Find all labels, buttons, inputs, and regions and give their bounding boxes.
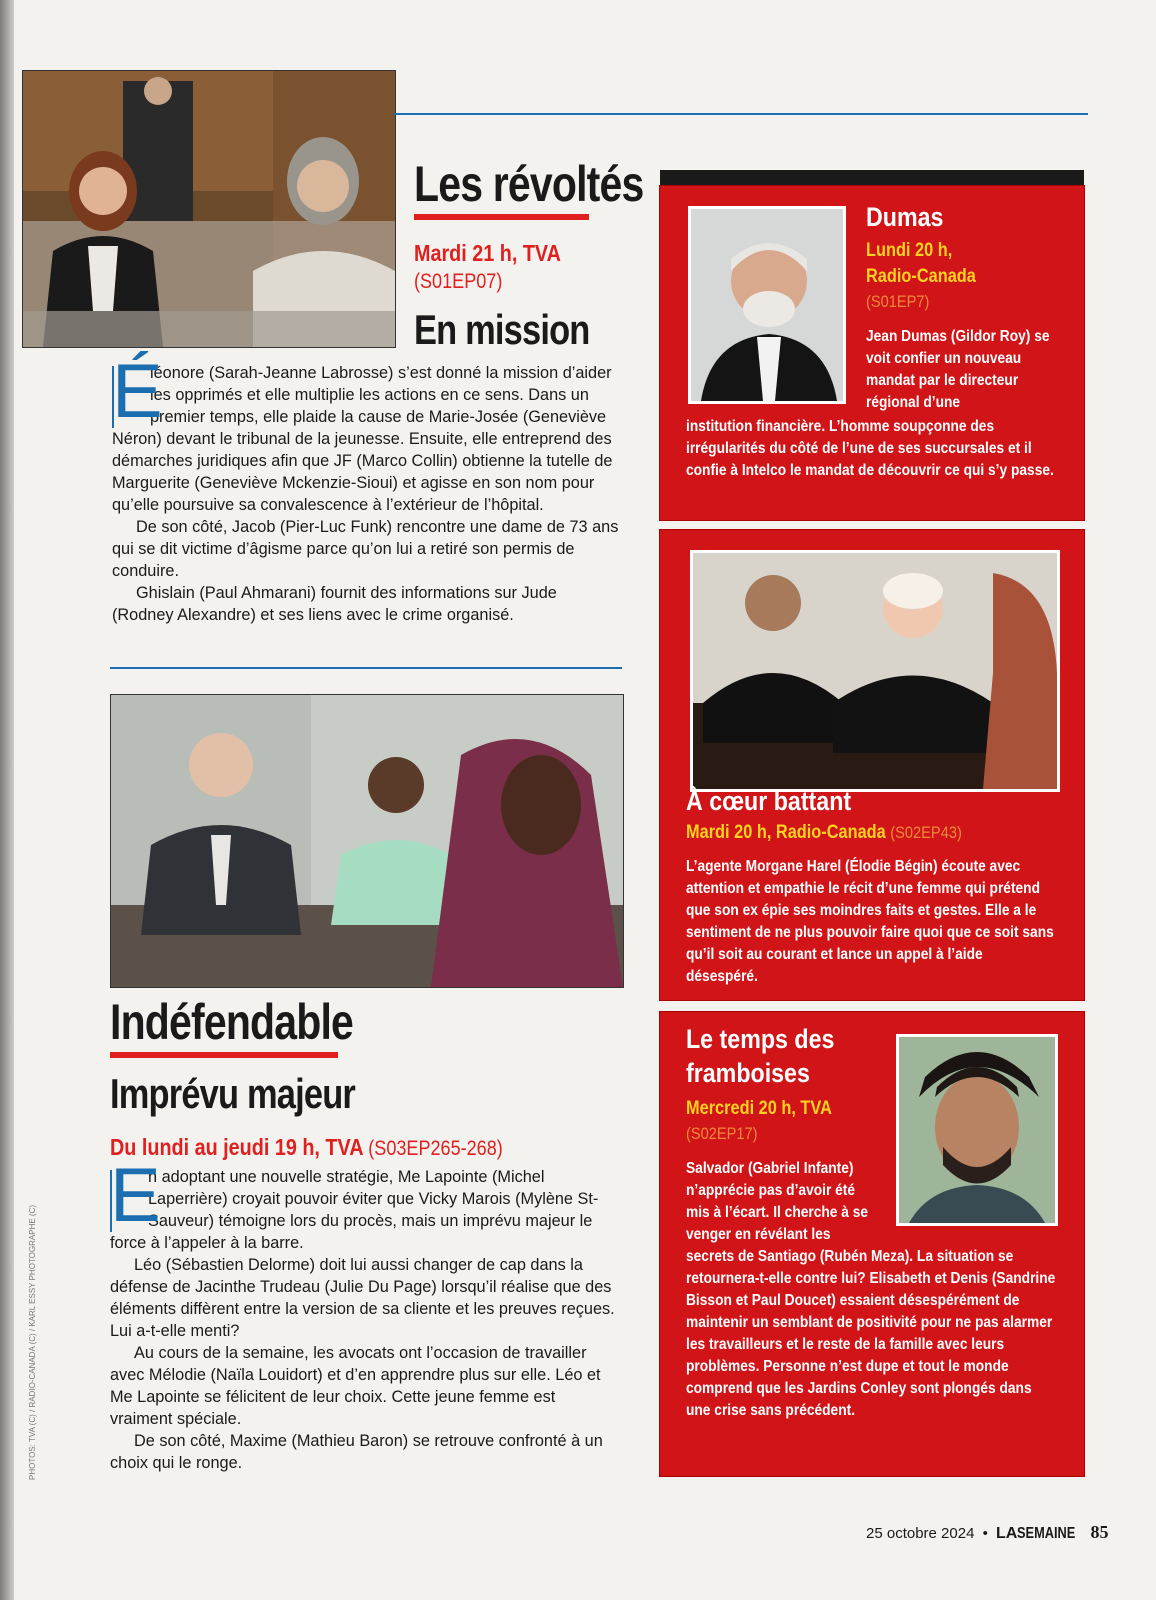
revoltes-episode: (S01EP07) bbox=[414, 270, 503, 293]
coeur-photo bbox=[690, 550, 1060, 792]
framboises-episode: (S02EP17) bbox=[686, 1124, 758, 1143]
indefendable-subtitle: Imprévu majeur bbox=[110, 1070, 356, 1117]
footer-bullet: • bbox=[982, 1525, 988, 1542]
indefendable-p2: Léo (Sébastien Delorme) doit lui aussi changer de cap dans la défense de Jacinthe Trudeau (Julie Du Page) lorsqu’il réalise que des éléments diffèrent entre la version de sa cliente et les preuves reçues. Lui a-t-elle menti? bbox=[110, 1256, 615, 1340]
dumas-text-b: institution financière. L’homme soupçonne des irrégularités du côté de l’une de ses succursales et il confie à Intelco le mandat de découvrir ce qui s’y passe. bbox=[686, 418, 1054, 479]
framboises-schedule: Mercredi 20 h, TVA bbox=[686, 1098, 832, 1119]
framboises-box bbox=[660, 1012, 1084, 1476]
coeur-episode: (S02EP43) bbox=[890, 823, 962, 842]
interview-room-photo-illustration bbox=[111, 695, 623, 987]
indefendable-episode: (S03EP265-268) bbox=[368, 1137, 503, 1160]
dumas-schedule-2: Radio-Canada bbox=[866, 266, 976, 287]
dumas-episode: (S01EP7) bbox=[866, 292, 930, 311]
indefendable-dropcap: E bbox=[110, 1153, 161, 1238]
revoltes-bottom-rule bbox=[110, 667, 622, 669]
revoltes-dropcap: É bbox=[112, 349, 163, 434]
coeur-title: À cœur battant bbox=[686, 786, 852, 816]
indefendable-p3: Au cours de la semaine, les avocats ont l’occasion de travailler avec Mélodie (Naïla Louidort) et d’en apprendre plus sur elle. Léo et Me Lapointe se félicitent de leur choix. Cette jeune femme est vraiment spéciale. bbox=[110, 1344, 601, 1428]
revoltes-body bbox=[112, 349, 620, 626]
coeur-text: L’agente Morgane Harel (Élodie Bégin) écoute avec attention et empathie le récit d’une femme qui prétend que son ex épie ses moindres faits et gestes. Elle a le sentiment de ne plus pouvoir faire quoi que ce soit sans qu’il soit au courant et lance un appel à l’aide désespéré. bbox=[686, 858, 1054, 985]
footer-brand-la: LA bbox=[996, 1525, 1018, 1542]
revoltes-schedule: Mardi 21 h, TVA bbox=[414, 240, 561, 266]
indefendable-title-underline bbox=[110, 1052, 338, 1058]
framboises-text-a: Salvador (Gabriel Infante) n’apprécie pas d’avoir été mis à l’écart. Il cherche à se venger en révélant les bbox=[686, 1160, 869, 1243]
indefendable-photo bbox=[110, 694, 624, 988]
police-officers-photo-illustration bbox=[693, 553, 1057, 789]
revoltes-top-rule bbox=[394, 113, 1088, 115]
footer-brand-semaine: SEMAINE bbox=[1017, 1525, 1076, 1542]
revoltes-subtitle: En mission bbox=[414, 306, 590, 353]
revoltes-title-underline bbox=[414, 214, 589, 220]
dumas-photo bbox=[688, 206, 846, 404]
indefendable-schedule-line bbox=[110, 1134, 503, 1161]
footer-date: 25 octobre 2024 bbox=[866, 1525, 975, 1542]
revoltes-photo bbox=[22, 70, 396, 348]
photo-credits: PHOTOS: TVA (C) / RADIO-CANADA (C) / KARL ESSY PHOTOGRAPHE (C) bbox=[28, 1204, 37, 1480]
page-footer bbox=[866, 1522, 1108, 1543]
revoltes-title: Les révoltés bbox=[414, 156, 644, 212]
indefendable-p1: n adoptant une nouvelle stratégie, Me Lapointe (Michel Laperrière) croyait pouvoir éviter que Vicky Marois (Mylène St-Sauveur) témoigne lors du procès, mais un imprévu majeur le force à l’appeler à la barre. bbox=[110, 1168, 599, 1252]
coeur-schedule-line bbox=[686, 820, 962, 845]
framboises-title-2: framboises bbox=[686, 1058, 810, 1088]
revoltes-p2: De son côté, Jacob (Pier-Luc Funk) rencontre une dame de 73 ans qui se dit victime d’âgisme parce qu’on lui a retiré son permis de conduire. bbox=[112, 518, 619, 580]
salvador-portrait-illustration bbox=[899, 1037, 1055, 1223]
page-number: 85 bbox=[1090, 1522, 1109, 1542]
coeur-box bbox=[660, 530, 1084, 1000]
dumas-box bbox=[660, 186, 1084, 520]
dumas-schedule-1: Lundi 20 h, bbox=[866, 240, 953, 261]
indefendable-title: Indéfendable bbox=[110, 994, 354, 1050]
courtroom-photo-illustration bbox=[23, 71, 395, 347]
page-gutter bbox=[0, 0, 14, 1600]
revoltes-p1: léonore (Sarah-Jeanne Labrosse) s’est donné la mission d’aider les opprimés et elle multiplie les actions en ce sens. Dans un premier temps, elle plaide la cause de Marie-Josée (Geneviève Néron) devant le tribunal de la jeunesse. Ensuite, elle entreprend des démarches juridiques afin que JF (Marco Collin) obtienne la tutelle de Marguerite (Geneviève Mckenzie-Sioui) et agisse en son nom pour qu’elle poursuive sa convalescence à l’extérieur de l’hôpital. bbox=[112, 364, 613, 514]
framboises-photo bbox=[896, 1034, 1058, 1226]
dumas-text-a: Jean Dumas (Gildor Roy) se voit confier un nouveau mandat par le directeur régional d’une bbox=[866, 328, 1050, 411]
indefendable-body bbox=[110, 1153, 620, 1474]
framboises-title-1: Le temps des bbox=[686, 1024, 835, 1054]
dumas-portrait-illustration bbox=[691, 209, 843, 401]
indefendable-schedule: Du lundi au jeudi 19 h, TVA bbox=[110, 1134, 363, 1160]
framboises-text-b: secrets de Santiago (Rubén Meza). La situation se retournera-t-elle contre lui? Elisabeth et Denis (Sandrine Bisson et Paul Doucet) essaient désespérément de maintenir un semblant de positivité pour ne pas alarmer les travailleurs et le reste de la famille avec leurs problèmes. Personne n’est dupe et tout le monde comprend que les Jardins Conley sont plongés dans une crise sans précédent. bbox=[686, 1248, 1056, 1419]
revoltes-p3: Ghislain (Paul Ahmarani) fournit des informations sur Jude (Rodney Alexandre) et ses liens avec le crime organisé. bbox=[112, 584, 557, 624]
indefendable-p4: De son côté, Maxime (Mathieu Baron) se retrouve confronté à un choix qui le ronge. bbox=[110, 1432, 603, 1472]
coeur-schedule: Mardi 20 h, Radio-Canada bbox=[686, 822, 886, 843]
dumas-title: Dumas bbox=[866, 202, 944, 232]
